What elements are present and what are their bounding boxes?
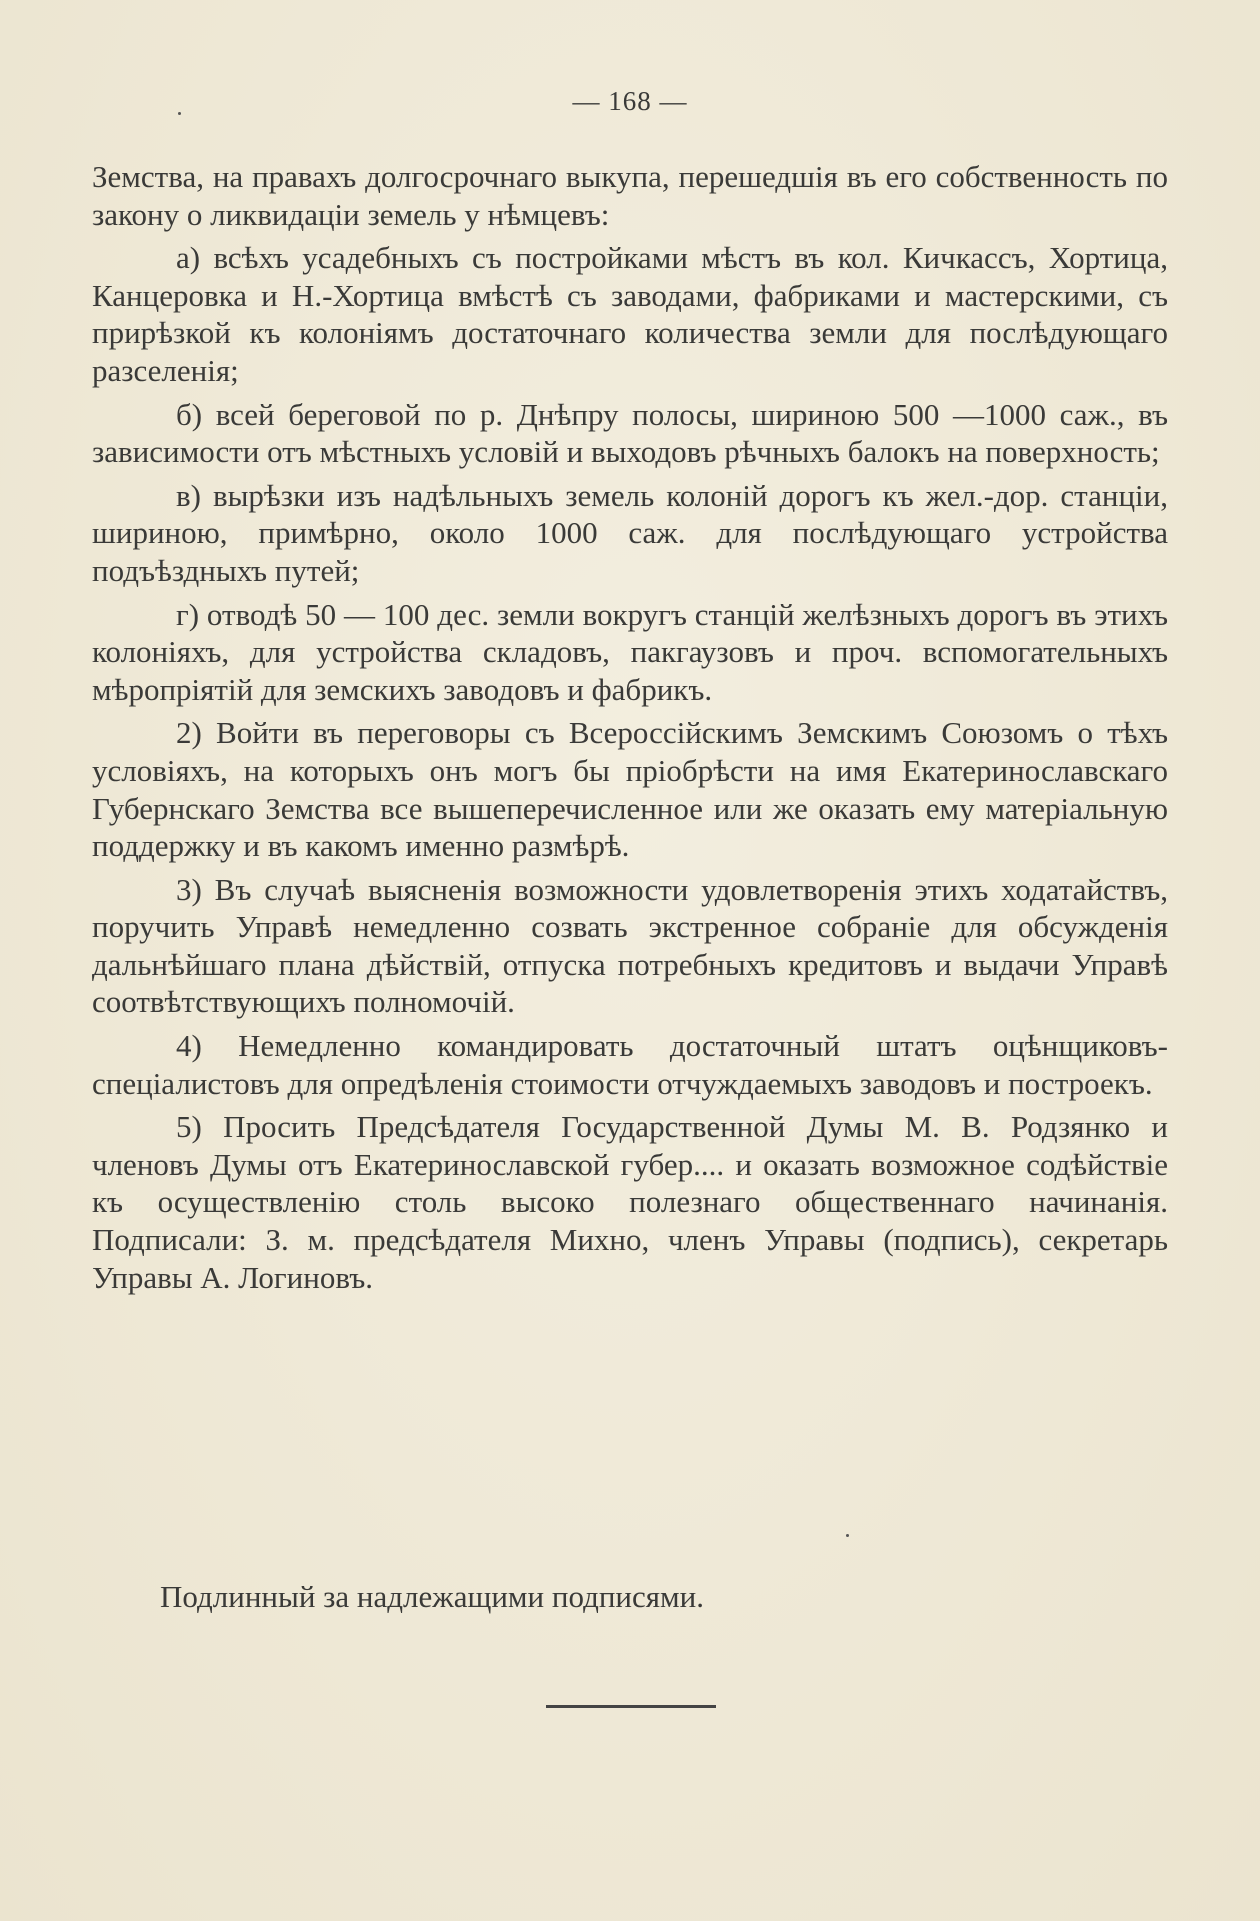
certification-line: Подлинный за надлежащими подписями. [160,1579,704,1614]
body-text [92,158,1168,1302]
page-number: — 168 — [572,86,688,116]
closing-rule [546,1705,716,1708]
print-speck [178,112,181,115]
print-speck [846,1534,849,1537]
paragraph-item-3: 3) Въ случаѣ выясненія возможности удовлетворенія этихъ ходатайствъ, поручить Управѣ немедленно созвать экстренное собраніе для обсужденія дальнѣйшаго плана дѣйствій, отпуска потребныхъ кредитовъ и выдачи Управѣ соотвѣтствующихъ полномочій. [92,871,1168,1020]
paragraph-item-5: 5) Просить Предсѣдателя Государственной Думы М. В. Родзянко и членовъ Думы отъ Екатеринославской губер.... и оказать возможное содѣйствіе къ осуществленію столь высоко полезнаго общественнаго начинанія. Подписали: З. м. предсѣдателя Михно, членъ Управы (подпись), секретарь Управы А. Логиновъ. [92,1109,1168,1295]
paragraph-item-a: а) всѣхъ усадебныхъ съ постройками мѣстъ въ кол. Кичкассъ, Хортица, Канцеровка и Н.-Хортица вмѣстѣ съ заводами, фабриками и мастерскими, съ прирѣзкой къ колоніямъ достаточнаго количества земли для послѣдующаго разселенія; [92,240,1168,388]
paragraph-intro: Земства, на правахъ долгосрочнаго выкупа, перешедшія въ его собственность по закону о ликвидаціи земель у нѣмцевъ: [92,159,1168,232]
paragraph-item-4: 4) Немедленно командировать достаточный штатъ оцѣнщиковъ-спеціалистовъ для опредѣленія стоимости отчуждаемыхъ заводовъ и построекъ. [92,1028,1168,1101]
paragraph-item-v: в) вырѣзки изъ надѣльныхъ земель колоній дорогъ къ жел.-дор. станціи, шириною, примѣрно, около 1000 саж. для послѣдующаго устройства подъѣздныхъ путей; [92,477,1168,588]
paragraph-item-2: 2) Войти въ переговоры съ Всероссійскимъ Земскимъ Союзомъ о тѣхъ условіяхъ, на которыхъ онъ могъ бы пріобрѣсти на имя Екатеринославскаго Губернскаго Земства все вышеперечисленное или же оказать ему матеріальную поддержку и въ какомъ именно размѣрѣ. [92,715,1168,864]
paragraph-item-b: б) всей береговой по р. Днѣпру полосы, шириною 500 —1000 саж., въ зависимости отъ мѣстныхъ условій и выходовъ рѣчныхъ балокъ на поверхность; [92,396,1168,470]
paragraph-item-g: г) отводѣ 50 — 100 дес. земли вокругъ станцій желѣзныхъ дорогъ въ этихъ колоніяхъ, для устройства складовъ, пакгаузовъ и проч. вспомогательныхъ мѣропріятій для земскихъ заводовъ и фабрикъ. [92,596,1168,707]
